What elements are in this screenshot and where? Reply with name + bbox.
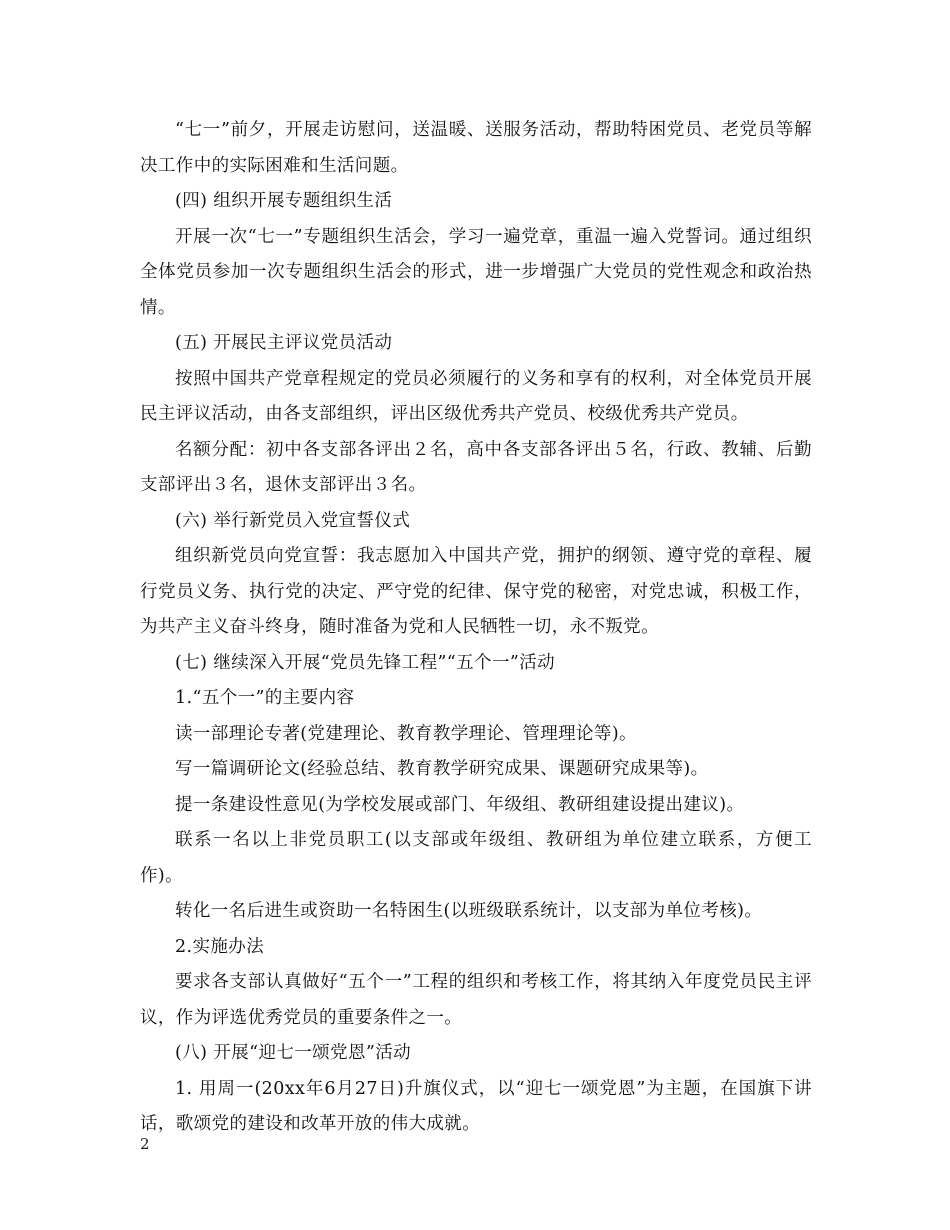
subheading-implementation: 2.实施办法 [175,936,265,957]
subheading-main-content: 1.“五个一”的主要内容 [175,688,355,708]
heading-section-6: (六) 举行新党员入党宣誓仪式 [175,510,411,531]
paragraph-visits: “七一”前夕，开展走访慰问，送温暖、送服务活动，帮助特困党员、老党员等解决工作中的实际困难和生活问题。 [140,120,812,176]
page-number: 2 [140,1135,150,1153]
list-item-suggest: 提一条建设性意见(为学校发展或部门、年级组、教研组建设提出建议)。 [175,794,745,815]
paragraph-requirements: 要求各支部认真做好“五个一”工程的组织和考核工作，将其纳入年度党员民主评议，作为评选优秀党员的重要条件之一。 [140,972,812,1028]
paragraph-organization-life: 开展一次“七一”专题组织生活会，学习一遍党章，重温一遍入党誓词。通过组织全体党员参加一次专题组织生活会的形式，进一步增强广大党员的党性观念和政治热情。 [140,226,812,318]
paragraph-oath: 组织新党员向党宣誓：我志愿加入中国共产党，拥护的纲领、遵守党的章程、履行党员义务、执行党的决定、严守党的纪律、保守党的秘密，对党忠诚，积极工作，为共产主义奋斗终身，随时准备为党和人民牺牲一切，永不叛党。 [140,546,812,637]
paragraph-flag-ceremony: 1. 用周一(20xx年6月27日)升旗仪式，以“迎七一颂党恩”为主题，在国旗下讲话，歌颂党的建设和改革开放的伟大成就。 [140,1078,812,1134]
list-item-read: 读一部理论专著(党建理论、教育教学理论、管理理论等)。 [175,723,637,744]
paragraph-quota: 名额分配：初中各支部各评出２名，高中各支部各评出５名，行政、教辅、后勤支部评出３名，退休支部评出３名。 [140,439,812,495]
heading-section-5: (五) 开展民主评议党员活动 [175,333,393,353]
list-item-write: 写一篇调研论文(经验总结、教育教学研究成果、课题研究成果等)。 [175,759,709,779]
list-item-transform: 转化一名后进生或资助一名特困生(以班级联系统计，以支部为单位考核)。 [175,901,763,921]
document-body [140,113,812,1143]
heading-section-8: (八) 开展“迎七一颂党恩”活动 [175,1043,412,1063]
list-item-contact: 联系一名以上非党员职工(以支部或年级组、教研组为单位建立联系，方便工作)。 [140,830,812,886]
paragraph-democratic-review: 按照中国共产党章程规定的党员必须履行的义务和享有的权利，对全体党员开展民主评议活动，由各支部组织，评出区级优秀共产党员、校级优秀共产党员。 [140,368,812,424]
heading-section-7: (七) 继续深入开展“党员先锋工程”“五个一”活动 [175,652,556,673]
heading-section-4: (四) 组织开展专题组织生活 [175,191,393,211]
